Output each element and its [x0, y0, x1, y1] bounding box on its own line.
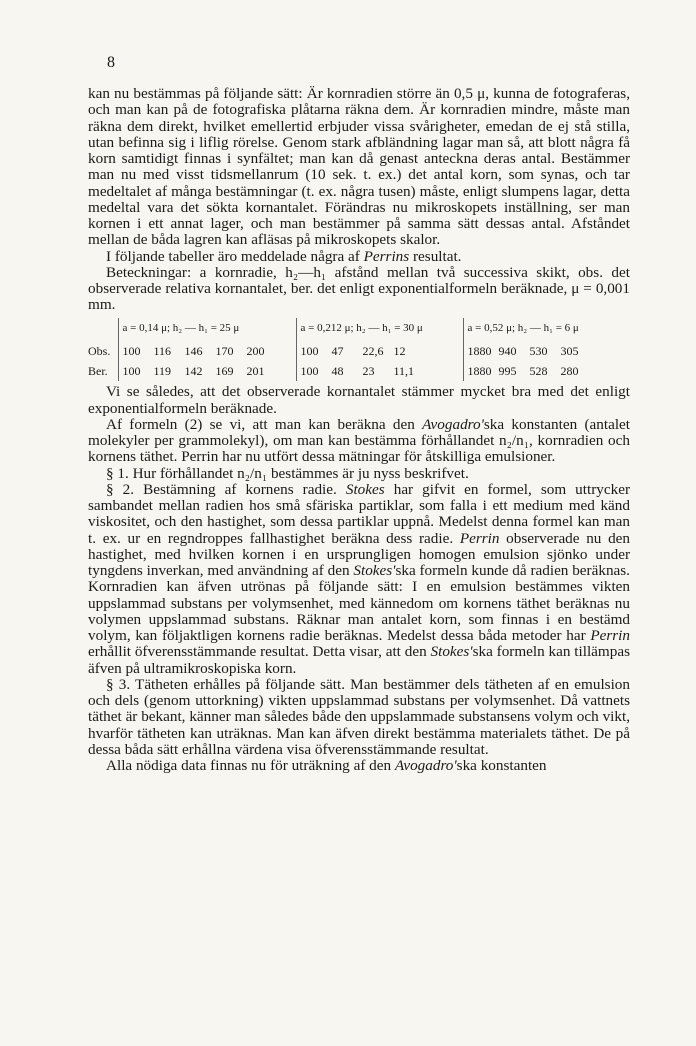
table-cell: 48	[331, 364, 344, 378]
section-2-text-d: erhållit öfverensstämmande resultat. Detta visar, att den	[88, 643, 431, 661]
section-2-text-c: ska formeln kunde då radien beräknas. Kornradien kan äfven utrönas på följande sätt: I en emulsion bestämmes vikten uppslammad substans per volymsenhet, med kännedom om kornens täthet beräknas nu volymen uppslammad substans. Räknar man antalet korn, som finnas i en bestämd volym, kan följaktligen kornens radie beräknas. Medelst dessa båda metoder har	[88, 562, 630, 644]
paragraph-notation: Beteckningar: a kornradie, h₂—h₁ afstånd mellan två successiva skikt, obs. det observerade relativa kornantalet, ber. det enligt exponentialformeln beräknade, μ = 0,001 mm.	[88, 263, 630, 314]
obs-group-1	[118, 341, 296, 361]
body-text	[88, 86, 630, 774]
avogadro-name: Avogadro'	[394, 757, 457, 774]
tables-intro-tail: resultat.	[409, 247, 462, 265]
table-cell: 100	[300, 343, 319, 358]
table-cell: 280	[560, 364, 579, 378]
page-number: 8	[107, 54, 115, 71]
table-cell: 47	[331, 343, 344, 358]
results-table	[88, 318, 630, 382]
ber-group-3	[463, 361, 630, 381]
table-cell: 530	[529, 343, 548, 358]
table-cell: 100	[300, 364, 319, 378]
paragraph-section-1: § 1. Hur förhållandet n₂/n₁ bestämmes är ju nyss beskrifvet.	[106, 464, 469, 482]
paragraph-section-3: § 3. Tätheten erhålles på följande sätt. Man bestämmer dels tätheten af en emulsion och dels (genom uttorkning) vikten uppslammad substans per volymsenhet. Då vattnets täthet är bekant, känner man således både den uppslammade substansens volym och vikt, hvarför tätheten kan uträknas. Man kan äfven direkt bestämma materialets täthet. De på dessa båda sätt erhållna värdena visa öfverensstämmande resultat.	[88, 675, 630, 758]
paragraph-final	[88, 758, 630, 774]
table-header-group-3: a = 0,52 μ; h₂ — h₁ = 6 μ	[463, 318, 630, 341]
table-cell: 1880	[467, 343, 492, 358]
table-cell: 200	[246, 343, 265, 358]
table-cell: 995	[498, 364, 517, 378]
table-cell: 119	[153, 364, 172, 378]
table-header-group-1: a = 0,14 μ; h₂ — h₁ = 25 μ	[118, 318, 296, 341]
table-cell: 116	[153, 343, 172, 358]
row-label-obs: Obs.	[88, 343, 111, 358]
table-cell: 940	[498, 343, 517, 358]
paragraph-tables-intro	[88, 249, 630, 265]
table-header-row	[88, 318, 630, 341]
obs-group-2	[296, 341, 463, 361]
table-cell: 305	[560, 343, 579, 358]
table-corner	[88, 318, 118, 341]
table-cell: 170	[215, 343, 234, 358]
ber-group-2	[296, 361, 463, 381]
section-2-text-e: ska formeln kan tillämpas äfven på ultramikroskopiska korn.	[88, 643, 630, 677]
table-cell: 528	[529, 364, 548, 378]
table-cell: 23	[362, 364, 375, 378]
table-cell: 100	[122, 364, 141, 378]
table-cell: 1880	[467, 364, 492, 378]
avogadro-tail: ska konstanten (antalet molekyler per grammolekyl), om man kan bestämma förhållandet n₂/n₁, kornradien och kornens täthet. Perrin har nu utfört dessa mätningar för åtskilliga emulsioner.	[88, 415, 630, 466]
paragraph-section-2	[88, 482, 630, 677]
table-row-observed	[88, 341, 630, 361]
avogadro-text: Af formeln (2) se vi, att man kan beräkna den	[106, 415, 423, 433]
table-cell: 12	[393, 343, 406, 358]
table-cell: 11,1	[393, 364, 415, 378]
final-text: Alla nödiga data finnas nu för uträkning af den	[106, 757, 395, 774]
ber-group-1	[118, 361, 296, 381]
section-2-text-a: har gifvit en formel, som uttrycker sambandet mellan radien hos små sfäriska partiklar, som falla i ett medium med känd viskositet, och den hastighet, som dessa partiklar uppnå. Medelst denna formel kan man t. ex. ur en regndroppes fallhastighet beräkna dess radie.	[88, 480, 630, 547]
perrin-name: Perrin	[590, 627, 630, 644]
avogadro-name: Avogadro'	[422, 415, 484, 433]
table-cell: 169	[215, 364, 234, 378]
paragraph-measurement: kan nu bestämmas på följande sätt: Är kornradien större än 0,5 μ, kunna de fotograferas, och man kan på de fotografiska plåtarna räkna dem. Är kornradien mindre, måste man räkna dem direkt, hvilket emellertid erbjuder vissa svårigheter, emedan de ej stå stilla, utan befinna sig i liflig rörelse. Genom stark afbländning lagar man så, att blott några få korn samtidigt finnas i synfältet; man kan då genast anteckna deras antal. Bestämmer man nu med visst tidsmellanrum (10 sek. t. ex.) det antal korn, som synas, och tar medeltalet af många bestämningar (t. ex. några tusen) måste, enligt slumpens lagar, detta medeltal vara det sökta kornantalet. Förändras nu mikroskopets inställning, ser man kornen i ett annat lager, och man bestämmer på samma sätt dessas antal. Afståndet mellan de båda lagren kan afläsas på mikroskopets skalor.	[88, 85, 630, 249]
stokes-name: Stokes'	[430, 643, 473, 661]
table-header-group-2: a = 0,212 μ; h₂ — h₁ = 30 μ	[296, 318, 463, 341]
paragraph-avogadro	[88, 417, 630, 466]
section-2-text-b: observerade nu den hastighet, med hvilken kornen i en ursprungligen homogen emulsion sjönko under tyngdens inverkan, med användning af den	[88, 529, 631, 579]
table-cell: 146	[184, 343, 203, 358]
final-tail: ska konstanten	[456, 757, 547, 774]
tables-intro-text: I följande tabeller äro meddelade några af	[106, 247, 364, 265]
table-cell: 22,6	[362, 343, 384, 358]
table-cell: 100	[122, 343, 141, 358]
row-label-ber: Ber.	[88, 364, 108, 378]
stokes-name: Stokes	[345, 480, 385, 498]
paragraph-agreement: Vi se således, att det observerade kornantalet stämmer mycket bra med det enligt exponentialformeln beräknade.	[88, 383, 630, 417]
perrin-name: Perrin	[459, 529, 500, 547]
table-row-calculated	[88, 361, 630, 381]
stokes-name: Stokes'	[353, 562, 396, 579]
perrins-name: Perrins	[363, 247, 410, 265]
table-cell: 201	[246, 364, 265, 378]
table-cell: 142	[184, 364, 203, 378]
obs-group-3	[463, 341, 630, 361]
section-2-heading: § 2. Bestämning af kornens radie.	[106, 480, 346, 498]
